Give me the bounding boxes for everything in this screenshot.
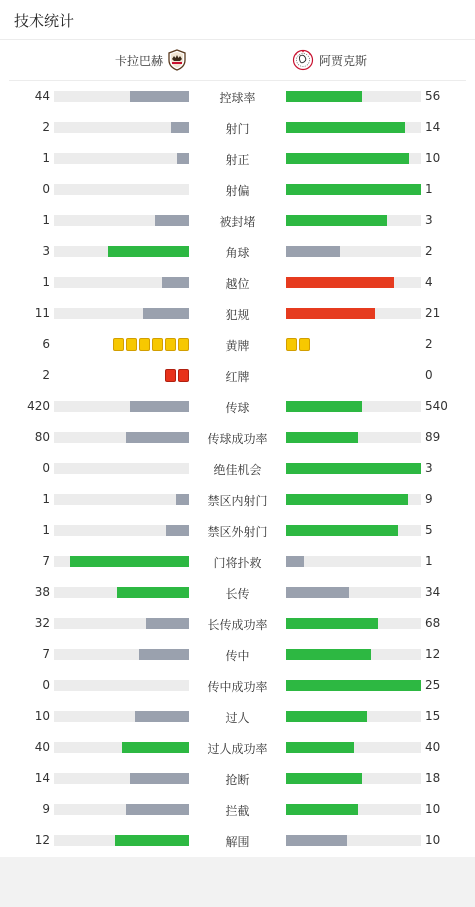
stat-row	[0, 670, 475, 701]
home-stat-bar-fill	[139, 649, 189, 660]
title-bar	[0, 0, 475, 40]
team-header	[9, 40, 466, 81]
away-stat-bar	[286, 804, 421, 815]
stat-row	[0, 794, 475, 825]
stat-row	[0, 515, 475, 546]
away-stat-value: 10	[425, 833, 441, 847]
stat-label: 控球率	[219, 91, 256, 105]
home-stat-value: 2	[42, 120, 50, 134]
stat-label: 抢断	[225, 773, 250, 787]
home-stat-bar	[54, 742, 189, 753]
home-stat-bar-fill	[177, 153, 189, 164]
home-stat-bar	[54, 401, 189, 412]
home-stat-bar	[54, 804, 189, 815]
stat-row	[0, 112, 475, 143]
yellow-card-icon	[139, 338, 150, 351]
away-stat-bar-fill	[286, 525, 398, 536]
stat-label: 传球成功率	[207, 432, 268, 446]
page-title: 技术统计	[14, 12, 75, 30]
home-stat-bar	[54, 215, 189, 226]
red-card-icon	[178, 369, 189, 382]
stat-row	[0, 732, 475, 763]
away-stat-bar	[286, 463, 421, 474]
home-stat-value: 1	[42, 213, 50, 227]
home-stat-bar-fill	[176, 494, 190, 505]
stat-row	[0, 174, 475, 205]
away-stat-bar-fill	[286, 835, 347, 846]
red-card-icon	[165, 369, 176, 382]
home-stat-bar-fill	[122, 742, 190, 753]
away-stat-bar-fill	[286, 649, 371, 660]
stat-row	[0, 236, 475, 267]
home-stat-bar	[54, 525, 189, 536]
stat-row	[0, 267, 475, 298]
away-stat-bar	[286, 215, 421, 226]
away-stat-value: 68	[425, 616, 441, 630]
home-yellow-cards	[113, 338, 189, 351]
away-team-name[interactable]: 阿贾克斯	[319, 54, 368, 68]
home-stat-value: 11	[34, 306, 50, 320]
away-stat-value: 10	[425, 802, 441, 816]
away-stat-value: 2	[425, 337, 433, 351]
home-stat-bar	[54, 277, 189, 288]
stat-label: 射偏	[225, 184, 250, 198]
home-stat-bar-fill	[146, 618, 189, 629]
stat-label: 角球	[225, 246, 250, 260]
stat-row	[0, 639, 475, 670]
stat-row	[0, 391, 475, 422]
stat-row	[0, 298, 475, 329]
away-stat-bar	[286, 525, 421, 536]
away-stat-bar-fill	[286, 742, 354, 753]
stat-row	[0, 546, 475, 577]
yellow-card-icon	[299, 338, 310, 351]
stat-label: 射正	[225, 153, 250, 167]
away-stat-bar-fill	[286, 773, 362, 784]
away-stat-value: 9	[425, 492, 433, 506]
away-stat-value: 18	[425, 771, 441, 785]
yellow-card-icon	[286, 338, 297, 351]
home-stat-value: 9	[42, 802, 50, 816]
stat-label: 传中成功率	[207, 680, 268, 694]
home-stat-bar	[54, 91, 189, 102]
home-stat-value: 80	[34, 430, 50, 444]
home-red-cards	[165, 369, 189, 382]
away-stat-value: 15	[425, 709, 441, 723]
away-stat-bar	[286, 308, 421, 319]
home-stat-value: 2	[42, 368, 50, 382]
away-stat-bar-fill	[286, 618, 378, 629]
away-stat-bar	[286, 246, 421, 257]
stat-label: 禁区内射门	[207, 494, 268, 508]
home-stat-bar-fill	[117, 587, 189, 598]
stats-list	[0, 81, 475, 856]
away-stat-bar-fill	[286, 153, 409, 164]
home-stat-value: 32	[34, 616, 50, 630]
home-stat-bar-fill	[155, 215, 189, 226]
away-stat-bar-fill	[286, 556, 304, 567]
home-stat-value: 1	[42, 275, 50, 289]
away-stat-value: 0	[425, 368, 433, 382]
away-stat-bar	[286, 401, 421, 412]
away-stat-bar-fill	[286, 804, 358, 815]
home-stat-bar-fill	[108, 246, 189, 257]
stat-label: 禁区外射门	[207, 525, 268, 539]
home-stat-bar	[54, 494, 189, 505]
home-stat-value: 7	[42, 554, 50, 568]
home-stat-value: 12	[34, 833, 50, 847]
away-stat-bar	[286, 742, 421, 753]
home-stat-bar	[54, 680, 189, 691]
home-stat-bar-fill	[126, 804, 189, 815]
home-stat-bar-fill	[143, 308, 189, 319]
stat-row	[0, 422, 475, 453]
away-stat-bar-fill	[286, 91, 362, 102]
yellow-card-icon	[165, 338, 176, 351]
home-stat-bar	[54, 649, 189, 660]
away-stat-bar-fill	[286, 711, 367, 722]
away-stat-bar-fill	[286, 401, 362, 412]
stat-label: 长传成功率	[207, 618, 268, 632]
yellow-card-icon	[113, 338, 124, 351]
away-stat-value: 21	[425, 306, 441, 320]
stat-label: 被封堵	[219, 215, 256, 229]
stat-row	[0, 329, 475, 360]
away-stat-value: 56	[425, 89, 441, 103]
home-stat-bar	[54, 463, 189, 474]
home-stat-bar-fill	[171, 122, 189, 133]
stat-label: 解围	[225, 835, 250, 849]
away-stat-bar-fill	[286, 680, 421, 691]
away-stat-bar	[286, 153, 421, 164]
away-stat-bar-fill	[286, 215, 387, 226]
home-stat-bar-fill	[135, 711, 189, 722]
home-stat-value: 0	[42, 182, 50, 196]
away-stat-bar	[286, 835, 421, 846]
away-yellow-cards	[286, 338, 310, 351]
away-stat-bar	[286, 711, 421, 722]
home-stat-value: 10	[34, 709, 50, 723]
stat-label: 过人	[225, 711, 250, 725]
stat-row	[0, 577, 475, 608]
home-stat-value: 38	[34, 585, 50, 599]
stat-label: 射门	[225, 122, 250, 136]
away-stat-bar	[286, 649, 421, 660]
stat-row	[0, 763, 475, 794]
away-stat-value: 4	[425, 275, 433, 289]
stat-label: 长传	[225, 587, 250, 601]
yellow-card-icon	[126, 338, 137, 351]
qarabag-crest-icon[interactable]	[166, 49, 188, 71]
stat-row	[0, 825, 475, 856]
yellow-card-icon	[178, 338, 189, 351]
away-stat-bar-fill	[286, 246, 340, 257]
away-stat-value: 12	[425, 647, 441, 661]
home-stat-bar-fill	[162, 277, 189, 288]
home-stat-bar-fill	[115, 835, 189, 846]
away-stat-value: 34	[425, 585, 441, 599]
away-stat-bar-fill	[286, 122, 405, 133]
home-stat-bar-fill	[130, 401, 189, 412]
home-stat-bar	[54, 773, 189, 784]
away-stat-bar	[286, 618, 421, 629]
away-stat-bar	[286, 432, 421, 443]
home-stat-bar	[54, 308, 189, 319]
stat-label: 黄牌	[225, 339, 250, 353]
away-stat-value: 1	[425, 554, 433, 568]
home-stat-value: 1	[42, 523, 50, 537]
home-stat-bar	[54, 122, 189, 133]
home-stat-bar	[54, 153, 189, 164]
away-stat-bar-fill	[286, 277, 394, 288]
away-stat-bar	[286, 680, 421, 691]
away-stat-value: 2	[425, 244, 433, 258]
away-stat-value: 25	[425, 678, 441, 692]
stat-row	[0, 484, 475, 515]
away-stat-value: 3	[425, 213, 433, 227]
home-stat-bar	[54, 432, 189, 443]
away-stat-value: 40	[425, 740, 441, 754]
stat-row	[0, 205, 475, 236]
home-stat-value: 0	[42, 678, 50, 692]
home-stat-bar	[54, 618, 189, 629]
stat-label: 门将扑救	[213, 556, 262, 570]
stat-row	[0, 608, 475, 639]
away-stat-bar	[286, 277, 421, 288]
home-stat-bar	[54, 587, 189, 598]
home-stat-value: 1	[42, 151, 50, 165]
away-stat-bar-fill	[286, 308, 375, 319]
away-stat-value: 10	[425, 151, 441, 165]
home-stat-bar-fill	[70, 556, 189, 567]
home-stat-value: 7	[42, 647, 50, 661]
stat-label: 传中	[225, 649, 250, 663]
away-stat-bar-fill	[286, 494, 408, 505]
away-stat-value: 5	[425, 523, 433, 537]
stat-row	[0, 81, 475, 112]
away-stat-value: 89	[425, 430, 441, 444]
home-stat-value: 0	[42, 461, 50, 475]
home-stat-bar-fill	[166, 525, 189, 536]
ajax-crest-icon[interactable]	[292, 49, 314, 71]
home-stat-bar	[54, 711, 189, 722]
home-stat-value: 3	[42, 244, 50, 258]
stat-row	[0, 453, 475, 484]
away-stat-bar	[286, 556, 421, 567]
away-stat-bar-fill	[286, 184, 421, 195]
away-stat-bar-fill	[286, 432, 358, 443]
home-stat-value: 44	[34, 89, 50, 103]
home-stat-value: 6	[42, 337, 50, 351]
home-stat-bar	[54, 835, 189, 846]
home-stat-value: 40	[34, 740, 50, 754]
yellow-card-icon	[152, 338, 163, 351]
away-stat-bar	[286, 773, 421, 784]
stat-label: 越位	[225, 277, 250, 291]
away-stat-bar	[286, 587, 421, 598]
home-stat-bar	[54, 246, 189, 257]
home-stat-bar-fill	[130, 773, 189, 784]
away-stat-bar	[286, 184, 421, 195]
stat-row	[0, 143, 475, 174]
stat-label: 过人成功率	[207, 742, 268, 756]
away-stat-bar	[286, 91, 421, 102]
away-stat-value: 3	[425, 461, 433, 475]
stat-label: 犯规	[225, 308, 250, 322]
home-stat-bar	[54, 184, 189, 195]
home-stat-bar-fill	[130, 91, 189, 102]
away-stat-bar-fill	[286, 463, 421, 474]
stat-label: 传球	[225, 401, 250, 415]
home-stat-value: 1	[42, 492, 50, 506]
stat-label: 红牌	[225, 370, 250, 384]
away-stat-bar	[286, 494, 421, 505]
stat-label: 绝佳机会	[213, 463, 262, 477]
stat-row	[0, 701, 475, 732]
home-stat-bar	[54, 556, 189, 567]
home-stat-value: 14	[34, 771, 50, 785]
away-stat-bar	[286, 122, 421, 133]
home-stat-bar-fill	[126, 432, 189, 443]
home-stat-value: 420	[27, 399, 50, 413]
away-stat-value: 1	[425, 182, 433, 196]
away-stat-value: 540	[425, 399, 448, 413]
stat-row	[0, 360, 475, 391]
away-stat-value: 14	[425, 120, 441, 134]
stat-label: 拦截	[225, 804, 250, 818]
home-team-name[interactable]: 卡拉巴赫	[114, 54, 163, 68]
away-stat-bar-fill	[286, 587, 349, 598]
